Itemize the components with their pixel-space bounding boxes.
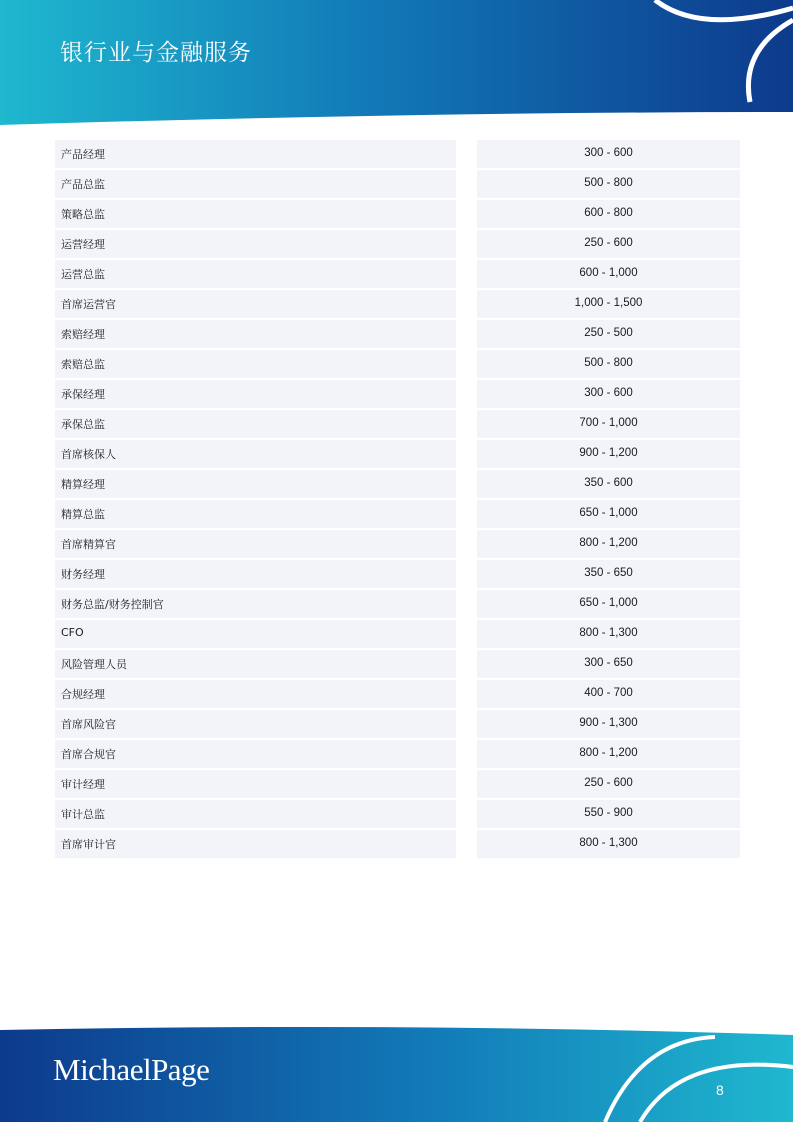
salary-range-cell: 800 - 1,200 — [477, 530, 740, 560]
table-row — [55, 140, 740, 170]
salary-range-cell: 550 - 900 — [477, 800, 740, 830]
salary-range-cell: 600 - 800 — [477, 200, 740, 230]
role-cell: 精算总监 — [55, 500, 456, 530]
table-row — [55, 380, 740, 410]
salary-range-cell: 300 - 600 — [477, 140, 740, 170]
salary-range-cell: 500 - 800 — [477, 170, 740, 200]
role-cell: 承保总监 — [55, 410, 456, 440]
role-cell: 首席核保人 — [55, 440, 456, 470]
salary-range-cell: 600 - 1,000 — [477, 260, 740, 290]
role-cell: 首席运营官 — [55, 290, 456, 320]
salary-range-cell: 900 - 1,200 — [477, 440, 740, 470]
table-row — [55, 590, 740, 620]
salary-range-cell: 900 - 1,300 — [477, 710, 740, 740]
table-row — [55, 470, 740, 500]
table-row — [55, 500, 740, 530]
table-row — [55, 800, 740, 830]
table-row — [55, 290, 740, 320]
table-row — [55, 620, 740, 650]
role-cell: 审计经理 — [55, 770, 456, 800]
salary-range-cell: 400 - 700 — [477, 680, 740, 710]
role-cell: 风险管理人员 — [55, 650, 456, 680]
table-row — [55, 410, 740, 440]
role-cell: 精算经理 — [55, 470, 456, 500]
role-cell: 承保经理 — [55, 380, 456, 410]
table-row — [55, 710, 740, 740]
table-row — [55, 350, 740, 380]
salary-range-cell: 250 - 600 — [477, 230, 740, 260]
role-cell: 首席风险官 — [55, 710, 456, 740]
table-row — [55, 830, 740, 860]
salary-range-cell: 300 - 650 — [477, 650, 740, 680]
role-cell: 审计总监 — [55, 800, 456, 830]
role-cell: 产品总监 — [55, 170, 456, 200]
role-cell: 索赔总监 — [55, 350, 456, 380]
salary-range-cell: 250 - 600 — [477, 770, 740, 800]
salary-table — [55, 140, 740, 860]
role-cell: 策略总监 — [55, 200, 456, 230]
table-row — [55, 770, 740, 800]
salary-range-cell: 800 - 1,300 — [477, 620, 740, 650]
role-cell: 运营总监 — [55, 260, 456, 290]
salary-range-cell: 300 - 600 — [477, 380, 740, 410]
table-row — [55, 320, 740, 350]
table-row — [55, 230, 740, 260]
role-cell: 首席审计官 — [55, 830, 456, 860]
table-row — [55, 680, 740, 710]
salary-range-cell: 650 - 1,000 — [477, 500, 740, 530]
role-cell: 财务总监/财务控制官 — [55, 590, 456, 620]
role-cell: 首席合规官 — [55, 740, 456, 770]
salary-range-cell: 500 - 800 — [477, 350, 740, 380]
salary-range-cell: 700 - 1,000 — [477, 410, 740, 440]
salary-range-cell: 350 - 600 — [477, 470, 740, 500]
role-cell: 运营经理 — [55, 230, 456, 260]
role-cell: 产品经理 — [55, 140, 456, 170]
table-row — [55, 650, 740, 680]
salary-range-cell: 1,000 - 1,500 — [477, 290, 740, 320]
salary-range-cell: 800 - 1,200 — [477, 740, 740, 770]
role-cell: 财务经理 — [55, 560, 456, 590]
page-title: 银行业与金融服务 — [60, 40, 252, 66]
role-cell: CFO — [55, 620, 456, 650]
salary-range-cell: 350 - 650 — [477, 560, 740, 590]
table-row — [55, 440, 740, 470]
table-row — [55, 530, 740, 560]
michael-page-logo: MichaelPage — [53, 1052, 210, 1087]
role-cell: 合规经理 — [55, 680, 456, 710]
table-row — [55, 560, 740, 590]
role-cell: 首席精算官 — [55, 530, 456, 560]
role-cell: 索赔经理 — [55, 320, 456, 350]
salary-range-cell: 250 - 500 — [477, 320, 740, 350]
table-row — [55, 170, 740, 200]
page-number: 8 — [716, 1082, 724, 1098]
table-row — [55, 200, 740, 230]
salary-range-cell: 800 - 1,300 — [477, 830, 740, 860]
table-row — [55, 740, 740, 770]
salary-range-cell: 650 - 1,000 — [477, 590, 740, 620]
table-row — [55, 260, 740, 290]
